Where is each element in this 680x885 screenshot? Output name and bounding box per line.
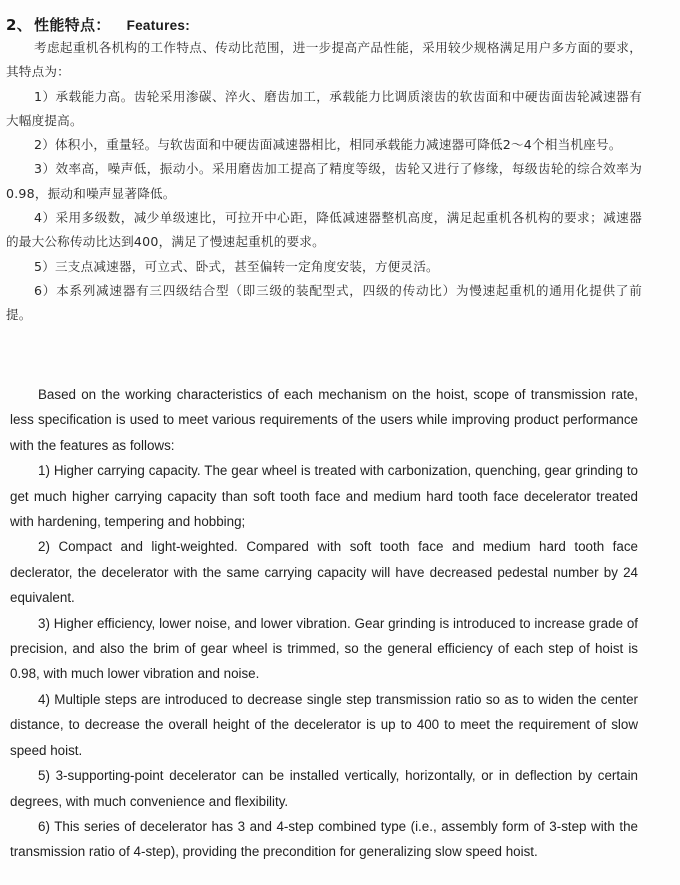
chinese-text-block	[6, 36, 642, 328]
english-feature-6: 6) This series of decelerator has 3 and 4-step combined type (i.e., assembly form of 3-step with the transmission ratio of 4-step), providing the precondition for generalizing slow speed hoist.	[10, 818, 638, 860]
chinese-feature-4: 4）采用多级数，减少单级速比，可拉开中心距，降低减速器整机高度，满足起重机各机构的要求；减速器的最大公称传动比达到400，满足了慢速起重机的要求。	[6, 210, 642, 250]
english-feature-4: 4) Multiple steps are introduced to decrease single step transmission ratio so as to widen the center distance, to decrease the overall height of the decelerator is up to 400 to meet the requirement of slow speed hoist.	[10, 691, 638, 758]
section-title-cn: 性能特点：	[34, 16, 111, 34]
english-feature-3: 3) Higher efficiency, lower noise, and lower vibration. Gear grinding is introduced to increase grade of precision, and also the brim of gear wheel is trimmed, so the general efficiency of each step of hoist is 0.98, with much lower vibration and noise.	[10, 615, 638, 682]
section-heading	[6, 14, 190, 35]
chinese-intro-paragraph: 考虑起重机各机构的工作特点、传动比范围，进一步提高产品性能，采用较少规格满足用户多方面的要求，其特点为：	[6, 40, 642, 80]
english-feature-5: 5) 3-supporting-point decelerator can be installed vertically, horizontally, or in deflection by certain degrees, with much convenience and flexibility.	[10, 768, 638, 809]
chinese-feature-1: 1）承载能力高。齿轮采用渗碳、淬火、磨齿加工，承载能力比调质滚齿的软齿面和中硬齿面齿轮减速器有大幅度提高。	[6, 88, 642, 128]
section-number: 2、	[6, 16, 33, 34]
section-title-en: Features:	[126, 18, 191, 33]
english-feature-2: 2) Compact and light-weighted. Compared with soft tooth face and medium hard tooth face declerator, the decelerator with the same carrying capacity will have decreased pedestal number by 24 equivalent.	[10, 539, 638, 606]
english-text-block	[10, 382, 638, 865]
english-feature-1: 1) Higher carrying capacity. The gear wheel is treated with carbonization, quenching, gear grinding to get much higher carrying capacity than soft tooth face and medium hard tooth face decelerator treated with hardening, tempering and hobbing;	[10, 463, 638, 530]
chinese-feature-3: 3）效率高，噪声低，振动小。采用磨齿加工提高了精度等级，齿轮又进行了修缘，每级齿轮的综合效率为0.98，振动和噪声显著降低。	[6, 161, 642, 201]
chinese-feature-6: 6）本系列减速器有三四级结合型（即三级的装配型式，四级的传动比）为慢速起重机的通用化提供了前提。	[6, 282, 642, 323]
english-intro-paragraph: Based on the working characteristics of each mechanism on the hoist, scope of transmission rate, less specification is used to meet various requirements of the users while improving product performance with the features as follows:	[10, 387, 638, 453]
chinese-feature-2: 2）体积小，重量轻。与软齿面和中硬齿面减速器相比，相同承载能力减速器可降低2～4个相当机座号。	[34, 137, 622, 153]
chinese-feature-5: 5）三支点减速器，可立式、卧式，甚至偏转一定角度安装，方便灵活。	[34, 258, 439, 274]
